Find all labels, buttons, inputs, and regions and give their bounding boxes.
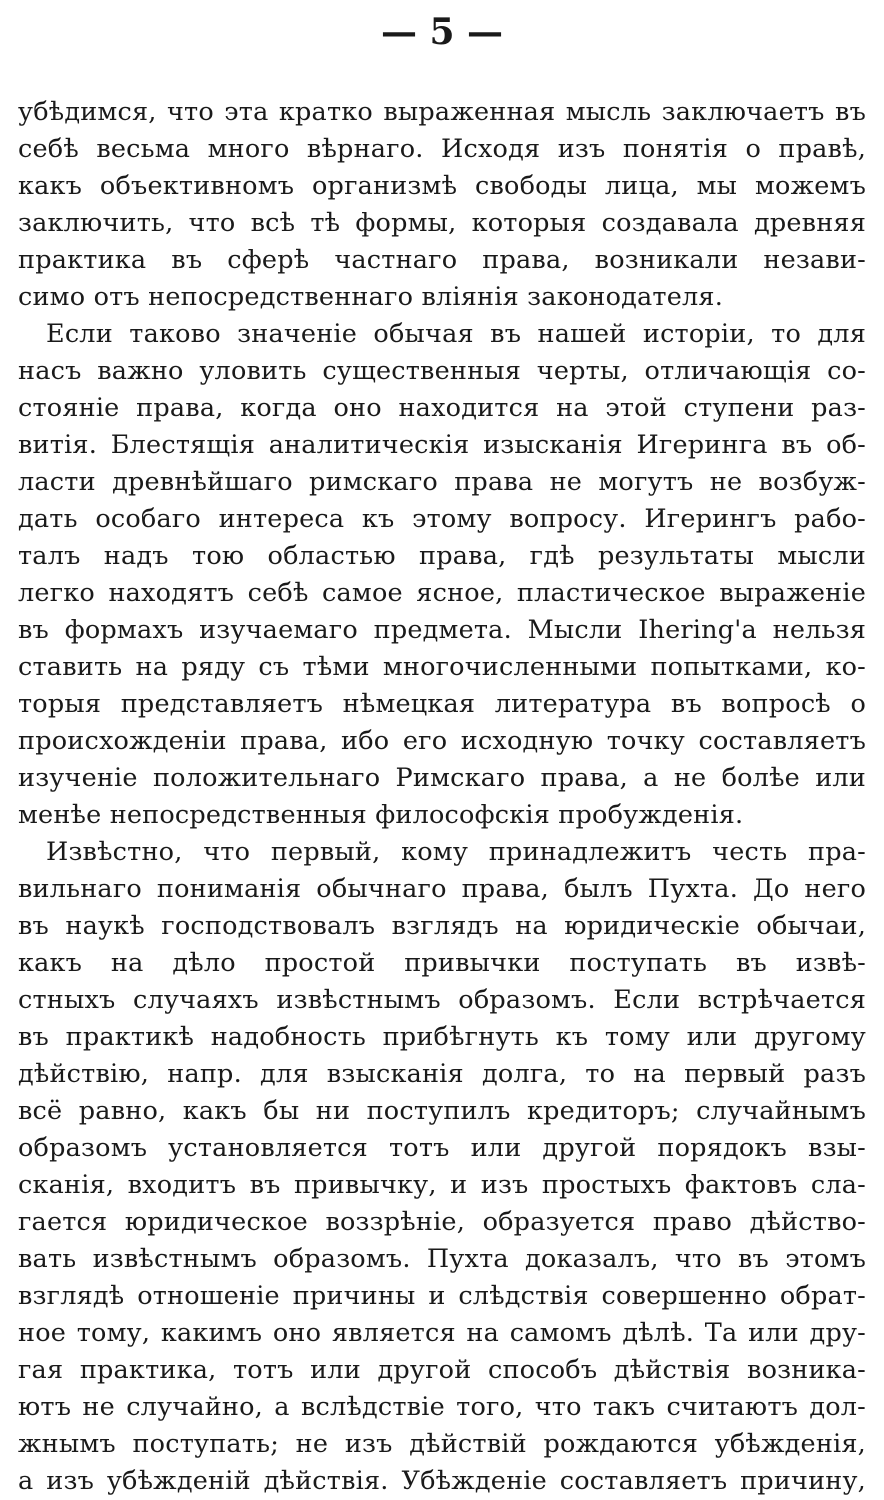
text-line: насъ важно уловить существенныя черты, отличающія со- — [18, 356, 866, 386]
text-line: взглядѣ отношеніе причины и слѣдствія совершенно обрат- — [18, 1281, 866, 1311]
text-line: гается юридическое воззрѣніе, образуется право дѣйство- — [18, 1207, 866, 1237]
text-line: легко находятъ себѣ самое ясное, пластическое выраженіе — [18, 578, 866, 608]
text-line: сканія, входитъ въ привычку, и изъ простыхъ фактовъ сла- — [18, 1170, 866, 1200]
text-line: вильнаго пониманія обычнаго права, былъ Пухта. До него — [18, 874, 866, 904]
paragraph-2 — [18, 316, 866, 834]
text-line: убѣдимся, что эта кратко выраженная мысль заключаетъ въ — [18, 97, 866, 127]
text-line: дѣйствію, напр. для взысканія долга, то на первый разъ — [18, 1059, 866, 1089]
text-line: всё равно, какъ бы ни поступилъ кредиторъ; случайнымъ — [18, 1096, 866, 1126]
text-line: ласти древнѣйшаго римскаго права не могутъ не возбуж- — [18, 467, 866, 497]
text-line: стныхъ случаяхъ извѣстнымъ образомъ. Если встрѣчается — [18, 985, 866, 1015]
text-line: въ формахъ изучаемаго предмета. Мысли Ihering'а нельзя — [18, 615, 866, 645]
text-line: происхожденіи права, ибо его исходную точку составляетъ — [18, 726, 866, 756]
text-line: торыя представляетъ нѣмецкая литература въ вопросѣ о — [18, 689, 866, 719]
text-line: менѣе непосредственныя философскія пробужденія. — [18, 800, 744, 830]
text-line: а изъ убѣжденій дѣйствія. Убѣжденіе составляетъ причину, — [18, 1466, 866, 1496]
text-line: Извѣстно, что первый, кому принадлежитъ честь пра- — [46, 837, 866, 867]
paragraph-3 — [18, 834, 866, 1500]
text-line: стояніе права, когда оно находится на этой ступени раз- — [18, 393, 866, 423]
paragraph-1 — [18, 94, 866, 316]
text-line: въ практикѣ надобность прибѣгнуть къ тому или другому — [18, 1022, 866, 1052]
text-line: вать извѣстнымъ образомъ. Пухта доказалъ, что въ этомъ — [18, 1244, 866, 1274]
text-line: изученіе положительнаго Римскаго права, а не болѣе или — [18, 763, 866, 793]
text-line: себѣ весьма много вѣрнаго. Исходя изъ понятія о правѣ, — [18, 134, 866, 164]
text-line: симо отъ непосредственнаго вліянія законодателя. — [18, 282, 724, 312]
text-line: ное тому, какимъ оно является на самомъ дѣлѣ. Та или дру- — [18, 1318, 866, 1348]
text-line: талъ надъ тою областью права, гдѣ результаты мысли — [18, 541, 866, 571]
text-line: Если таково значеніе обычая въ нашей исторіи, то для — [46, 319, 866, 349]
text-line: ютъ не случайно, а вслѣдствіе того, что такъ считаютъ дол- — [18, 1392, 866, 1422]
text-line: дать особаго интереса къ этому вопросу. Игерингъ рабо- — [18, 504, 866, 534]
text-line: ставить на ряду съ тѣми многочисленными попытками, ко- — [18, 652, 866, 682]
text-body — [18, 94, 866, 1500]
text-line: образомъ установляется тотъ или другой порядокъ взы- — [18, 1133, 866, 1163]
text-line: гая практика, тотъ или другой способъ дѣйствія возника- — [18, 1355, 866, 1385]
text-line: въ наукѣ господствовалъ взглядъ на юридическіе обычаи, — [18, 911, 866, 941]
page-number: — 5 — — [380, 11, 504, 53]
text-line: витія. Блестящія аналитическія изысканія Игеринга въ об- — [18, 430, 866, 460]
text-line: какъ на дѣло простой привычки поступать въ извѣ- — [18, 948, 866, 978]
text-line: заключить, что всѣ тѣ формы, которыя создавала древняя — [18, 208, 866, 238]
text-line: какъ объективномъ организмѣ свободы лица, мы можемъ — [18, 171, 866, 201]
text-line: практика въ сферѣ частнаго права, возникали незави- — [18, 245, 866, 275]
text-line: жнымъ поступать; не изъ дѣйствій рождаются убѣжденія, — [18, 1429, 866, 1459]
